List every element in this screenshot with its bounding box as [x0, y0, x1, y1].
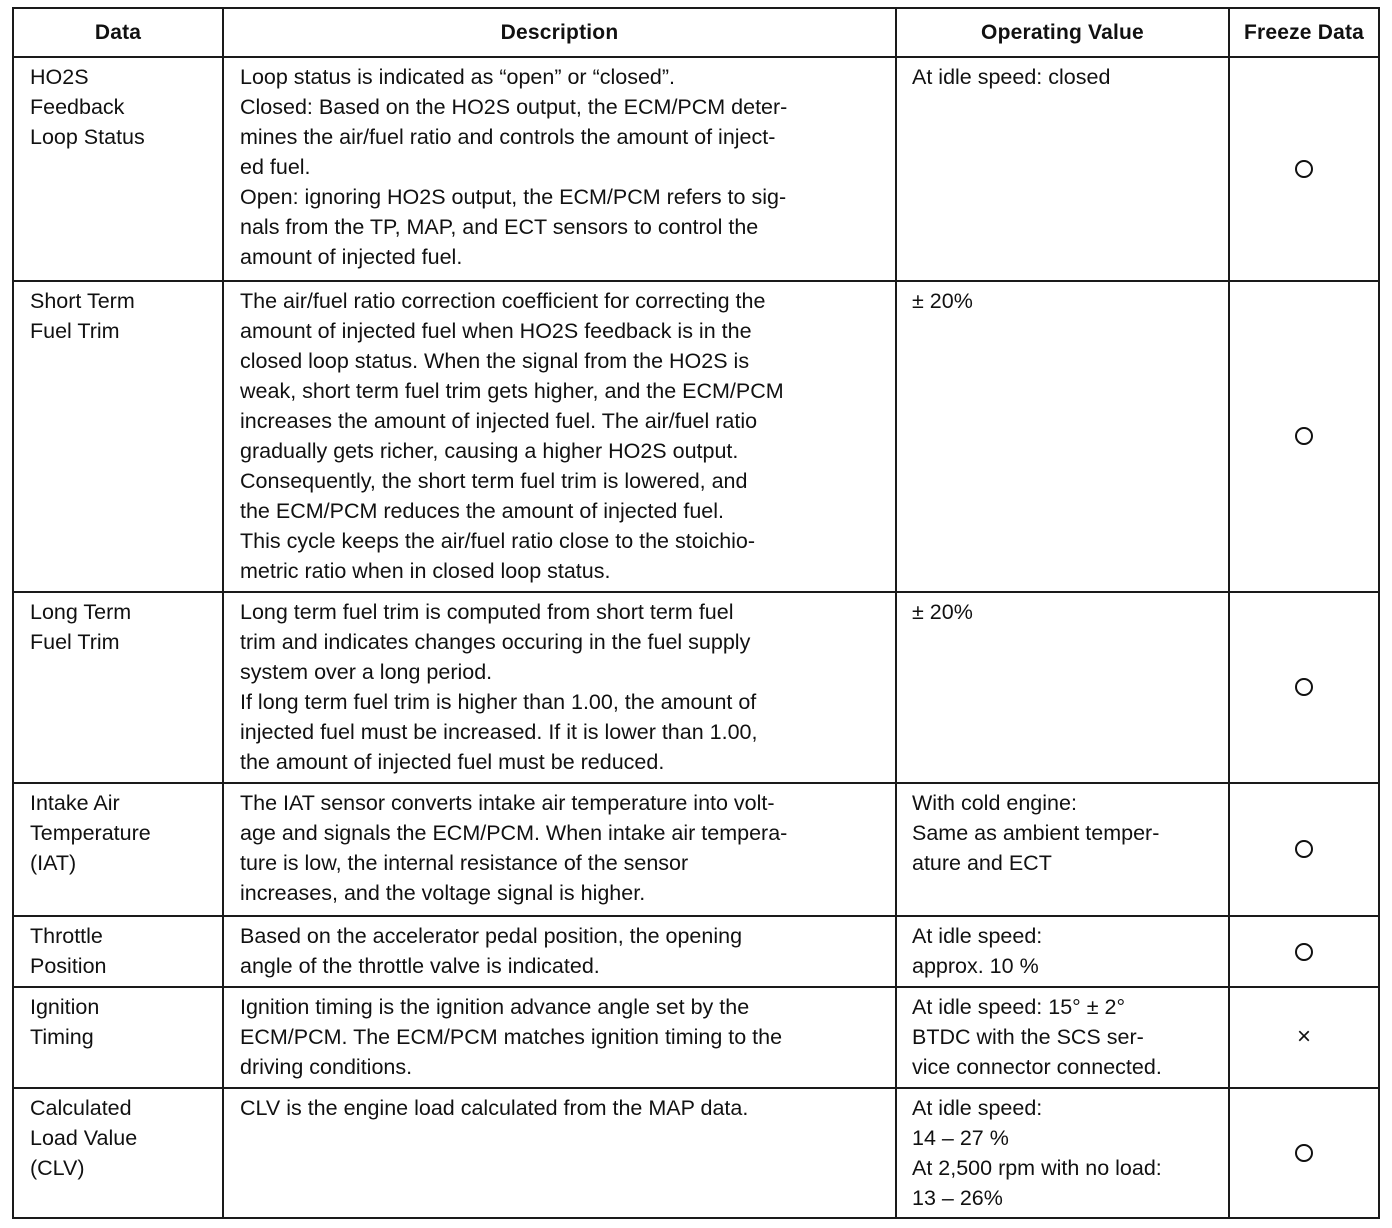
data-line: Throttle	[30, 924, 103, 949]
freeze-circle-icon	[1295, 1144, 1313, 1162]
description-line: trim and indicates changes occuring in the fuel supply	[240, 630, 751, 655]
data-line: Long Term	[30, 600, 132, 625]
operating-value-cell	[896, 592, 1229, 782]
table-body	[13, 57, 1379, 1218]
operating-value-line: With cold engine:	[912, 790, 1077, 815]
freeze-circle-icon	[1295, 678, 1313, 696]
table-header-row	[13, 8, 1379, 57]
data-line: Feedback	[30, 95, 125, 119]
description-line: injected fuel must be increased. If it is lower than 1.00,	[240, 720, 758, 745]
operating-value-line: At 2,500 rpm with no load:	[912, 1155, 1162, 1180]
operating-value-line: Same as ambient temper-	[912, 820, 1160, 845]
operating-value-cell	[896, 281, 1229, 593]
data-cell	[13, 281, 223, 593]
operating-value-line: At idle speed: 15° ± 2°	[912, 995, 1126, 1020]
table-row	[13, 783, 1379, 916]
description-cell	[223, 592, 896, 782]
operating-value-cell	[896, 987, 1229, 1087]
data-cell	[13, 57, 223, 281]
description-line: ture is low, the internal resistance of the sensor	[240, 850, 689, 875]
description-line: nals from the TP, MAP, and ECT sensors to control the	[240, 215, 759, 239]
freeze-circle-icon	[1295, 427, 1313, 445]
data-line: Timing	[30, 1025, 94, 1050]
description-line: amount of injected fuel when HO2S feedback is in the	[240, 318, 752, 343]
operating-value-line: approx. 10 %	[912, 954, 1039, 979]
header-operating-value: Operating Value	[896, 8, 1229, 57]
data-cell	[13, 916, 223, 987]
header-data: Data	[13, 8, 223, 57]
description-line: age and signals the ECM/PCM. When intake air tempera-	[240, 820, 788, 845]
data-line: Fuel Trim	[30, 630, 120, 655]
description-cell	[223, 57, 896, 281]
description-line: If long term fuel trim is higher than 1.00, the amount of	[240, 690, 757, 715]
operating-value-line: At idle speed: closed	[912, 65, 1111, 89]
description-line: The air/fuel ratio correction coefficient for correcting the	[240, 288, 766, 313]
operating-value-cell	[896, 783, 1229, 916]
data-line: Position	[30, 954, 107, 979]
description-line: the ECM/PCM reduces the amount of injected fuel.	[240, 498, 724, 523]
description-line: increases the amount of injected fuel. The air/fuel ratio	[240, 408, 758, 433]
header-description: Description	[223, 8, 896, 57]
description-line: closed loop status. When the signal from the HO2S is	[240, 348, 750, 373]
freeze-circle-icon	[1295, 840, 1313, 858]
header-freeze-data: Freeze Data	[1229, 8, 1379, 57]
freeze-data-cell	[1229, 916, 1379, 987]
description-line: amount of injected fuel.	[240, 245, 463, 269]
freeze-circle-icon	[1295, 160, 1313, 178]
data-line: (CLV)	[30, 1155, 85, 1180]
table-row	[13, 592, 1379, 782]
description-line: This cycle keeps the air/fuel ratio close to the stoichio-	[240, 528, 756, 553]
data-line: Calculated	[30, 1095, 132, 1120]
data-cell	[13, 987, 223, 1087]
operating-value-line: 14 – 27 %	[912, 1125, 1009, 1150]
description-line: metric ratio when in closed loop status.	[240, 558, 611, 583]
description-line: Closed: Based on the HO2S output, the ECM/PCM deter-	[240, 95, 788, 119]
operating-value-cell	[896, 1088, 1229, 1218]
description-line: Open: ignoring HO2S output, the ECM/PCM refers to sig-	[240, 185, 787, 209]
freeze-data-cell	[1229, 281, 1379, 593]
operating-value-line: At idle speed:	[912, 924, 1043, 949]
data-line: Ignition	[30, 995, 100, 1020]
description-line: Loop status is indicated as “open” or “closed”.	[240, 65, 676, 89]
operating-value-cell	[896, 916, 1229, 987]
data-line: Short Term	[30, 288, 135, 313]
freeze-circle-icon	[1295, 943, 1313, 961]
description-line: gradually gets richer, causing a higher HO2S output.	[240, 438, 739, 463]
data-cell	[13, 783, 223, 916]
description-line: ECM/PCM. The ECM/PCM matches ignition timing to the	[240, 1025, 783, 1050]
description-line: Consequently, the short term fuel trim is lowered, and	[240, 468, 748, 493]
table-row	[13, 916, 1379, 987]
operating-value-cell	[896, 57, 1229, 281]
operating-value-line: vice connector connected.	[912, 1055, 1162, 1080]
description-line: angle of the throttle valve is indicated.	[240, 954, 600, 979]
freeze-data-cell	[1229, 57, 1379, 281]
data-line: Temperature	[30, 820, 151, 845]
freeze-data-cell	[1229, 987, 1379, 1087]
data-line: HO2S	[30, 65, 89, 89]
description-cell	[223, 916, 896, 987]
data-line: Load Value	[30, 1125, 138, 1150]
description-line: Ignition timing is the ignition advance angle set by the	[240, 995, 750, 1020]
freeze-data-table	[12, 7, 1380, 1219]
description-line: CLV is the engine load calculated from the MAP data.	[240, 1095, 749, 1120]
data-line: (IAT)	[30, 850, 77, 875]
operating-value-line: ± 20%	[912, 288, 973, 313]
data-cell	[13, 592, 223, 782]
description-line: the amount of injected fuel must be reduced.	[240, 750, 665, 775]
description-line: driving conditions.	[240, 1055, 413, 1080]
description-line: mines the air/fuel ratio and controls the amount of inject-	[240, 125, 776, 149]
data-line: Intake Air	[30, 790, 120, 815]
description-line: Based on the accelerator pedal position, the opening	[240, 924, 743, 949]
operating-value-line: BTDC with the SCS ser-	[912, 1025, 1144, 1050]
freeze-data-cell	[1229, 592, 1379, 782]
data-line: Loop Status	[30, 125, 145, 149]
table-row	[13, 1088, 1379, 1218]
freeze-data-cell	[1229, 1088, 1379, 1218]
table-row	[13, 987, 1379, 1087]
description-cell	[223, 281, 896, 593]
table-row	[13, 57, 1379, 281]
description-line: ed fuel.	[240, 155, 311, 179]
freeze-cross-icon: ×	[1296, 1023, 1311, 1051]
operating-value-line: ± 20%	[912, 600, 973, 625]
description-cell	[223, 783, 896, 916]
description-cell	[223, 987, 896, 1087]
data-line: Fuel Trim	[30, 318, 120, 343]
description-cell	[223, 1088, 896, 1218]
table-row	[13, 281, 1379, 593]
description-line: increases, and the voltage signal is higher.	[240, 880, 646, 905]
description-line: The IAT sensor converts intake air temperature into volt-	[240, 790, 775, 815]
operating-value-line: ature and ECT	[912, 850, 1052, 875]
operating-value-line: At idle speed:	[912, 1095, 1043, 1120]
description-line: weak, short term fuel trim gets higher, and the ECM/PCM	[240, 378, 784, 403]
data-cell	[13, 1088, 223, 1218]
operating-value-line: 13 – 26%	[912, 1185, 1003, 1210]
freeze-data-cell	[1229, 783, 1379, 916]
description-line: system over a long period.	[240, 660, 493, 685]
description-line: Long term fuel trim is computed from short term fuel	[240, 600, 734, 625]
